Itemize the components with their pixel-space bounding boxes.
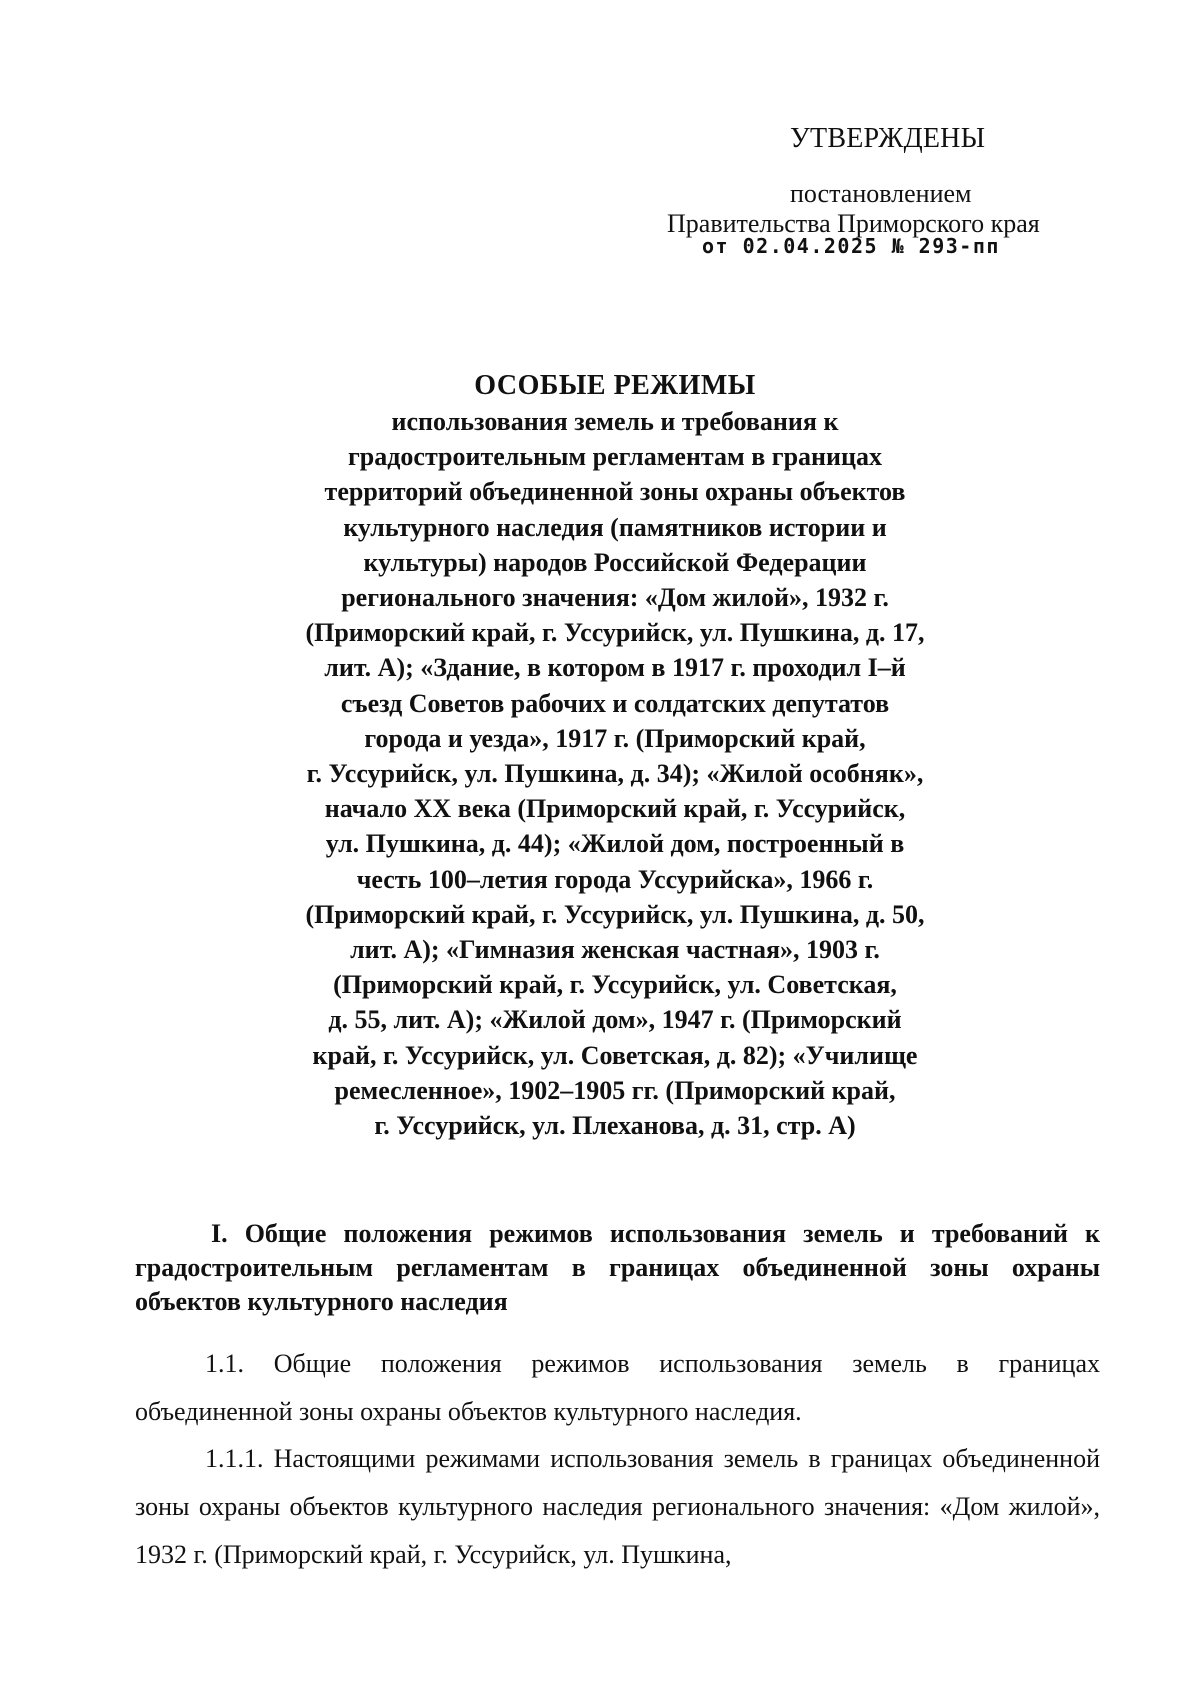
approval-line-government: Правительства Приморского края: [667, 209, 1040, 238]
subtitle-line: край, г. Уссурийск, ул. Советская, д. 82); «Училище: [312, 1040, 918, 1070]
subtitle-line: ремесленное», 1902–1905 гг. (Приморский край,: [334, 1075, 896, 1105]
approval-date-number-stamp: от 02.04.2025 № 293-пп: [702, 234, 1000, 258]
subtitle-line: культуры) народов Российской Федерации: [363, 547, 867, 577]
subtitle-line: честь 100–летия города Уссурийска», 1966 г.: [356, 864, 874, 894]
subtitle-line: города и уезда», 1917 г. (Приморский край,: [364, 723, 866, 753]
subtitle-line: лит. А); «Здание, в котором в 1917 г. проходил I–й: [324, 653, 906, 683]
subtitle-line: г. Уссурийск, ул. Плеханова, д. 31, стр. А): [374, 1111, 856, 1141]
subtitle-line: регионального значения: «Дом жилой», 1932 г.: [341, 583, 889, 613]
paragraph-1-1-1: [135, 1435, 1100, 1579]
subtitle-line: д. 55, лит. А); «Жилой дом», 1947 г. (Приморский: [328, 1005, 902, 1035]
document-heading: ОСОБЫЕ РЕЖИМЫ: [474, 370, 756, 401]
subtitle-line: культурного наследия (памятников истории и: [343, 512, 887, 542]
subtitle-line: (Приморский край, г. Уссурийск, ул. Пушкина, д. 50,: [305, 899, 925, 929]
subtitle-line: начало XX века (Приморский край, г. Уссурийск,: [324, 794, 906, 824]
subtitle-line: использования земель и требования к: [391, 407, 839, 436]
paragraph-text: 1.1. Общие положения режимов использования земель в границах объединенной зоны охраны объектов культурного наследия.: [135, 1349, 1100, 1426]
subtitle-line: (Приморский край, г. Уссурийск, ул. Советская,: [333, 970, 897, 1000]
subtitle-line: лит. А); «Гимназия женская частная», 1903 г.: [350, 935, 880, 965]
paragraph-1-1: [135, 1340, 1100, 1436]
subtitle-line: (Приморский край, г. Уссурийск, ул. Пушкина, д. 17,: [305, 618, 925, 648]
subtitle-line: съезд Советов рабочих и солдатских депутатов: [340, 688, 890, 718]
subtitle-line: г. Уссурийск, ул. Пушкина, д. 34); «Жилой особняк»,: [306, 759, 924, 789]
section-heading: [135, 1217, 1100, 1319]
paragraph-text: 1.1.1. Настоящими режимами использования земель в границах объединенной зоны охраны объектов культурного наследия регионального значения: «Дом жилой», 1932 г. (Приморский край, г. Уссурийск, ул. Пушкина,: [135, 1444, 1100, 1569]
subtitle-line: градостроительным регламентам в границах: [348, 442, 882, 472]
document-title-block: [270, 368, 960, 1143]
subtitle-line: территорий объединенной зоны охраны объектов: [324, 477, 906, 507]
approval-line-decree: постановлением: [790, 179, 972, 208]
section-heading-text: I. Общие положения режимов использования земель и требований к градостроительным регламентам в границах объединенной зоны охраны объектов культурного наследия: [135, 1219, 1100, 1316]
subtitle-line: ул. Пушкина, д. 44); «Жилой дом, построенный в: [325, 829, 905, 859]
approval-title: УТВЕРЖДЕНЫ: [790, 123, 986, 154]
